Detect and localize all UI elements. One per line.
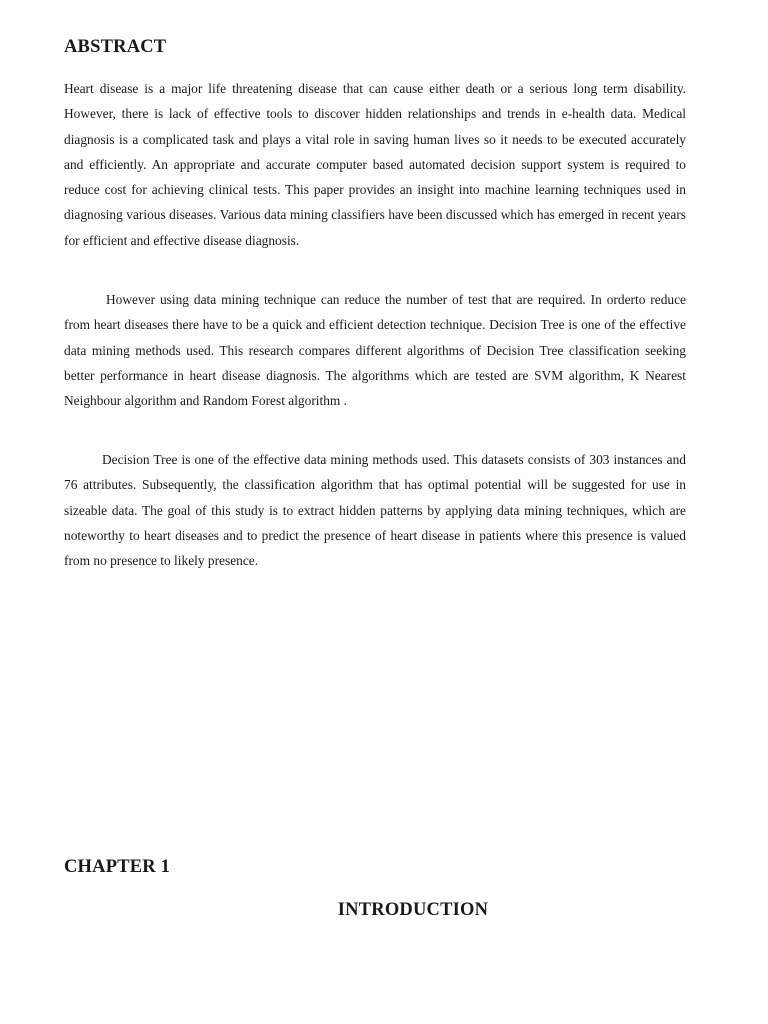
chapter-heading: CHAPTER 1 [64,857,171,877]
abstract-paragraph-1: Heart disease is a major life threatening disease that can cause either death or a serious long term disability. However, there is lack of effective tools to discover hidden relationships and trends in e-health data. Medical diagnosis is a complicated task and plays a vital role in saving human lives so it needs to be executed accurately and efficiently. An appropriate and accurate computer based automated decision support system is required to reduce cost for achieving clinical tests. This paper provides an insight into machine learning techniques used in diagnosing various diseases. Various data mining classifiers have been discussed which has emerged in recent years for efficient and effective disease diagnosis. [64,81,686,248]
abstract-heading: ABSTRACT [64,37,167,57]
introduction-heading: INTRODUCTION [337,900,489,920]
abstract-paragraph-2: However using data mining technique can reduce the number of test that are required. In orderto reduce from heart diseases there have to be a quick and efficient detection technique. Decision Tree is one of the effective data mining methods used. This research compares different algorithms of Decision Tree classification seeking better performance in heart disease diagnosis. The algorithms which are tested are SVM algorithm, K Nearest Neighbour algorithm and Random Forest algorithm . [64,292,686,409]
abstract-paragraph-3: Decision Tree is one of the effective data mining methods used. This datasets consists of 303 instances and 76 attributes. Subsequently, the classification algorithm that has optimal potential will be suggested for use in sizeable data. The goal of this study is to extract hidden patterns by applying data mining techniques, which are noteworthy to heart diseases and to predict the presence of heart disease in patients where this presence is valued from no presence to likely presence. [64,452,686,569]
